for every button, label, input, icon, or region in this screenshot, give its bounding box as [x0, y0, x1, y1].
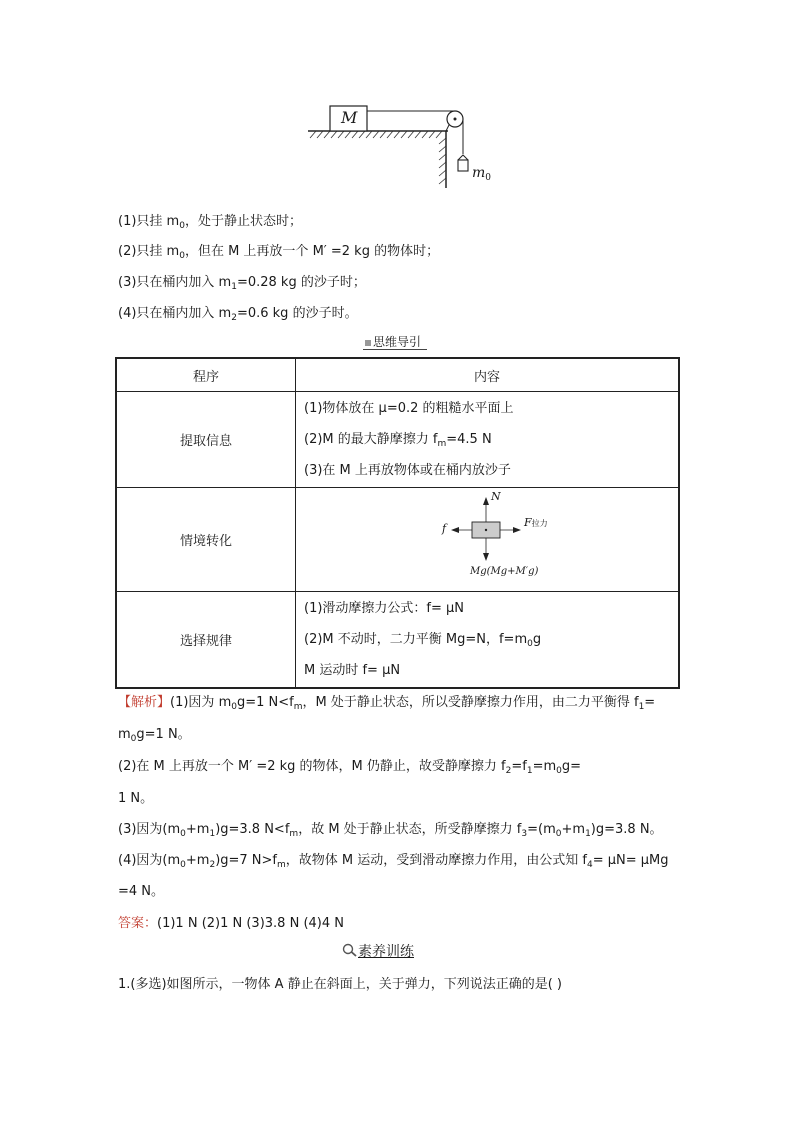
guide-title: 思维导引: [365, 333, 421, 350]
extract-line-3: (3)在 M 上再放物体或在桶内放沙子: [304, 463, 511, 478]
magnifier-icon: [342, 943, 358, 961]
table-row: [116, 392, 679, 488]
header-content: 内容: [296, 358, 680, 392]
block-label: M: [341, 108, 358, 127]
header-program: 程序: [116, 358, 296, 392]
question-2: (2)只挂 $m_0$，但在 M 上再放一个 M′ =2 kg 的物体时；: [118, 244, 440, 261]
solution-para-2b: 1 N。: [118, 791, 154, 806]
content-choose-law: [296, 592, 680, 689]
solution-para-4a: (4)因为$(m_0+m_2)g=7$ $N>f_m$，故物体 M 运动，受到滑动摩擦力作用，由公式知 $f_4= \mu N= \mu Mg$: [118, 853, 669, 870]
solution-para-2a: (2)在 M 上再放一个 M′ =2 kg 的物体，M 仍静止，故受静摩擦力 $f_2=f_1=m_0g=$: [118, 759, 582, 776]
hanging-mass-label: $m_0$: [472, 165, 492, 183]
answer-text: (1)1 N (2)1 N (3)3.8 N (4)4 N: [157, 916, 344, 931]
solution-para-4b: =4 N。: [118, 884, 165, 899]
step-extract: 提取信息: [116, 392, 296, 488]
table-row: [116, 592, 679, 689]
guide-marker-icon: [365, 340, 371, 346]
thinking-guide-table: [115, 357, 680, 689]
guide-title-underline: [363, 349, 427, 350]
question-4: (4)只在桶内加入 $m_2=0.6$ kg 的沙子时。: [118, 306, 358, 323]
extract-line-1: (1)物体放在 μ=0.2 的粗糙水平面上: [304, 401, 514, 416]
extract-line-2: (2)M 的最大静摩擦力 $f_m=4.5$ N: [304, 432, 492, 449]
content-extract: [296, 392, 680, 488]
training-title: 素养训练: [342, 941, 414, 961]
law-line-2: (2)M 不动时，二力平衡 Mg=N，$f=m_0g$: [304, 632, 542, 649]
step-transform: 情境转化: [116, 488, 296, 592]
normal-force-label: N: [491, 490, 501, 503]
solution-para-1b: $m_0g=1$ N。: [118, 727, 191, 744]
question-3: (3)只在桶内加入 $m_1=0.28$ kg 的沙子时；: [118, 275, 366, 292]
solution-tag: 【解析】: [118, 695, 171, 710]
solution-para-1a: 【解析】(1)因为 $m_0g=1$ $N<f_m$，M 处于静止状态，所以受静摩擦力作用，由二力平衡得 $f_1=$: [118, 695, 656, 712]
question-1: (1)只挂 $m_0$，处于静止状态时；: [118, 214, 302, 231]
law-line-3: M 运动时 f= μN: [304, 663, 401, 678]
pull-force-label: F拉力: [524, 516, 548, 529]
answer-line: [118, 912, 344, 931]
gravity-label: Mg(Mg+M′g): [470, 566, 539, 577]
law-line-1: (1)滑动摩擦力公式：f= μN: [304, 601, 465, 616]
content-force-diagram: [296, 488, 680, 592]
answer-label: 答案：: [118, 916, 158, 931]
solution-para-3: (3)因为$(m_0+m_1)g=3.8$ $N<f_m$，故 M 处于静止状态，所受静摩擦力 $f_3=(m_0+m_1)g=3.8$ N。: [118, 822, 663, 839]
step-choose-law: 选择规律: [116, 592, 296, 689]
table-header-row: [116, 358, 679, 392]
exercise-1: 1.(多选)如图所示，一物体 A 静止在斜面上，关于弹力，下列说法正确的是( ): [118, 977, 562, 992]
table-row: [116, 488, 679, 592]
friction-label: f: [442, 522, 447, 535]
